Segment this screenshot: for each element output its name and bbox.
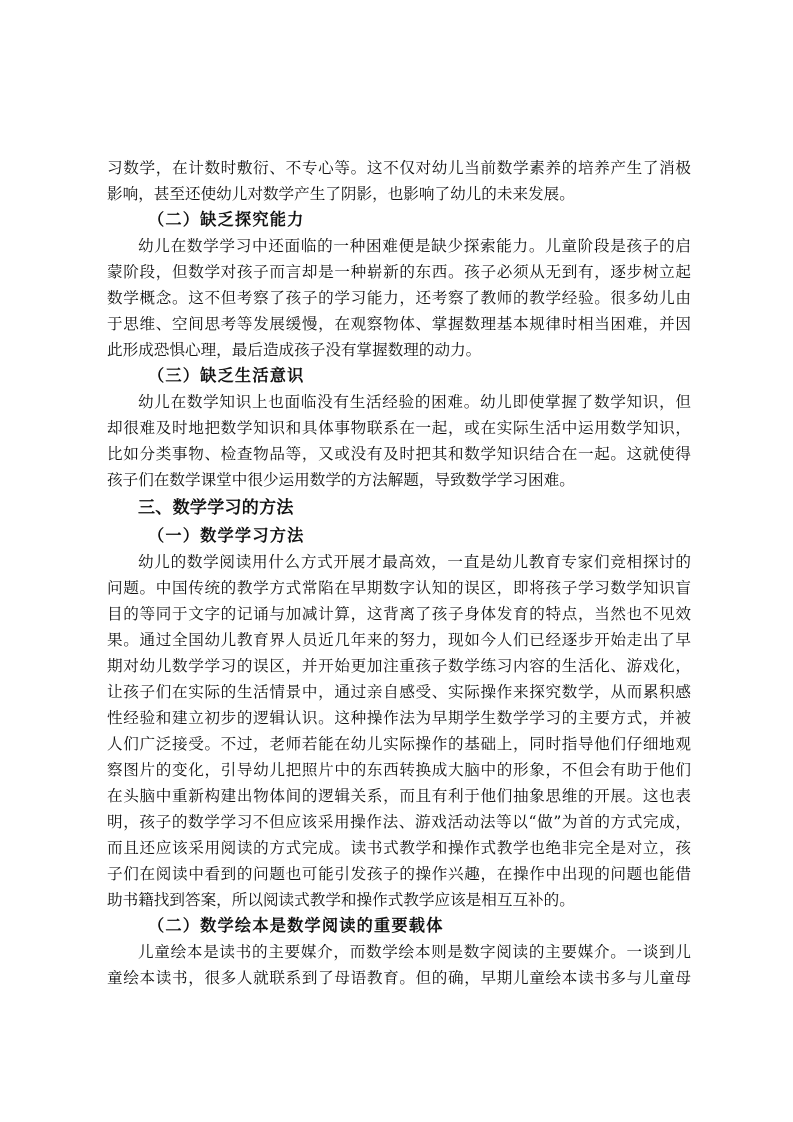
paragraph-line: 数学概念。这不但考察了孩子的学习能力，还考察了教师的教学经验。很多幼儿由 bbox=[107, 289, 691, 307]
paragraph-line: 察图片的变化，引导幼儿把照片中的东西转换成大脑中的形象，不但会有助于他们 bbox=[107, 761, 691, 779]
paragraph-line: 子们在阅读中看到的问题也可能引发孩子的操作兴趣，在操作中出现的问题也能借 bbox=[107, 865, 691, 883]
paragraph-line: 幼儿在数学知识上也面临没有生活经验的困难。幼儿即使掌握了数学知识，但 bbox=[138, 393, 691, 411]
section-heading: （一）数学学习方法 bbox=[148, 526, 305, 545]
section-heading: （二）缺乏探究能力 bbox=[148, 210, 305, 229]
paragraph-line: 孩子们在数学课堂中很少运用数学的方法解题，导致数学学习困难。 bbox=[107, 471, 575, 489]
paragraph-line: 而且还应该采用阅读的方式完成。读书式教学和操作式教学也绝非完全是对立，孩 bbox=[107, 839, 691, 857]
paragraph-line: 期对幼儿数学学习的误区，并开始更加注重孩子数学练习内容的生活化、游戏化， bbox=[107, 657, 691, 675]
paragraph-line: 明，孩子的数学学习不但应该采用操作法、游戏活动法等以“做”为首的方式完成， bbox=[107, 813, 691, 831]
paragraph-line: 让孩子们在实际的生活情景中，通过亲自感受、实际操作来探究数学，从而累积感 bbox=[107, 683, 691, 701]
paragraph-line: 人们广泛接受。不过，老师若能在幼儿实际操作的基础上，同时指导他们仔细地观 bbox=[107, 735, 691, 753]
paragraph-line: 却很难及时地把数学知识和具体事物联系在一起，或在实际生活中运用数学知识， bbox=[107, 419, 691, 437]
paragraph-line: 比如分类事物、检查物品等，又或没有及时把其和数学知识结合在一起。这就使得 bbox=[107, 445, 691, 463]
paragraph-line: 幼儿在数学学习中还面临的一种困难便是缺少探索能力。儿童阶段是孩子的启 bbox=[138, 237, 691, 255]
paragraph-line: 在头脑中重新构建出物体间的逻辑关系，而且有利于他们抽象思维的开展。这也表 bbox=[107, 787, 691, 805]
chapter-heading: 三、数学学习的方法 bbox=[138, 498, 294, 518]
paragraph-line: 助书籍找到答案，所以阅读式教学和操作式教学应该是相互互补的。 bbox=[107, 891, 575, 909]
section-heading: （三）缺乏生活意识 bbox=[148, 366, 305, 385]
paragraph-line: 此形成恐惧心理，最后造成孩子没有掌握数理的动力。 bbox=[107, 341, 482, 359]
paragraph-line: 目的等同于文字的记诵与加减计算，这背离了孩子身体发育的特点，当然也不见效 bbox=[107, 605, 691, 623]
paragraph-line: 幼儿的数学阅读用什么方式开展才最高效，一直是幼儿教育专家们竞相探讨的 bbox=[138, 553, 691, 571]
paragraph-line: 问题。中国传统的教学方式常陷在早期数字认知的误区，即将孩子学习数学知识盲 bbox=[107, 579, 691, 597]
paragraph-line: 儿童绘本是读书的主要媒介，而数学绘本则是数字阅读的主要媒介。一谈到儿 bbox=[138, 943, 691, 961]
paragraph-line: 童绘本读书，很多人就联系到了母语教育。但的确，早期儿童绘本读书多与儿童母 bbox=[107, 969, 691, 987]
paragraph-line: 于思维、空间思考等发展缓慢，在观察物体、掌握数理基本规律时相当困难，并因 bbox=[107, 315, 691, 333]
document-body bbox=[107, 155, 691, 991]
paragraph-line: 果。通过全国幼儿教育界人员近几年来的努力，现如今人们已经逐步开始走出了早 bbox=[107, 631, 691, 649]
paragraph-line: 性经验和建立初步的逻辑认识。这种操作法为早期学生数学学习的主要方式，并被 bbox=[107, 709, 691, 727]
paragraph-line: 蒙阶段，但数学对孩子而言却是一种崭新的东西。孩子必须从无到有，逐步树立起 bbox=[107, 263, 691, 281]
paragraph-line: 影响，甚至还使幼儿对数学产生了阴影，也影响了幼儿的未来发展。 bbox=[107, 185, 575, 203]
section-heading: （二）数学绘本是数学阅读的重要载体 bbox=[148, 916, 444, 935]
paragraph-line: 习数学，在计数时敷衍、不专心等。这不仅对幼儿当前数学素养的培养产生了消极 bbox=[107, 159, 691, 177]
